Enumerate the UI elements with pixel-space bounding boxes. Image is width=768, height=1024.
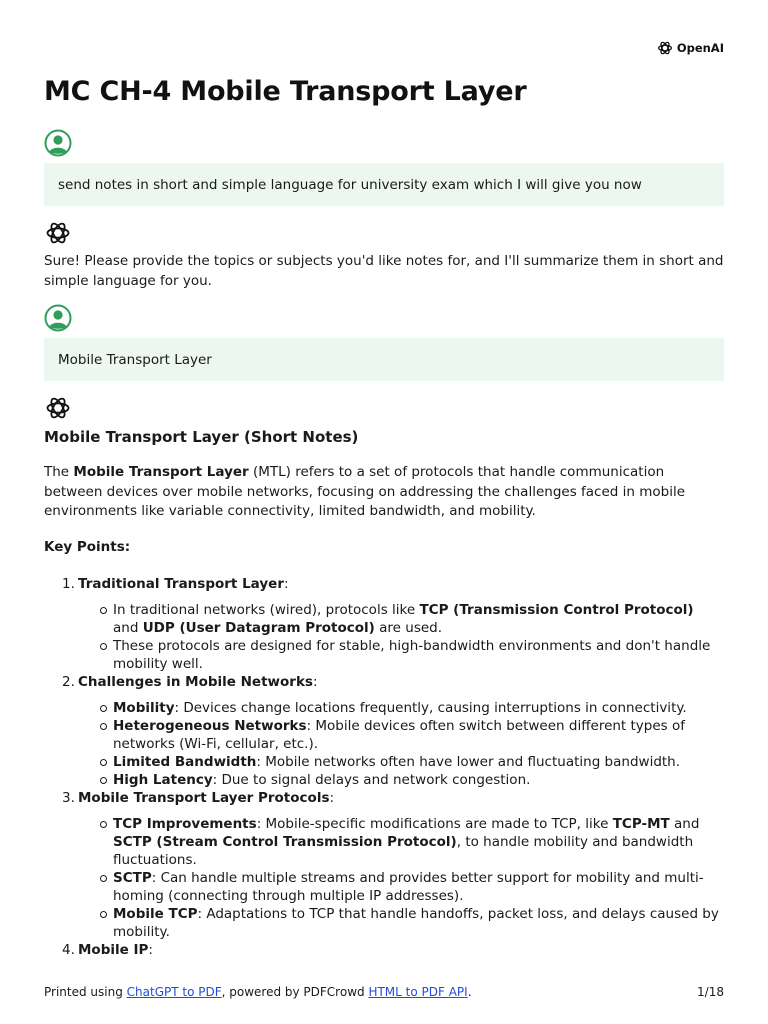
sub-list-item: Limited Bandwidth: Mobile networks often have lower and fluctuating bandwidth. xyxy=(78,753,724,771)
sub-list-item: High Latency: Due to signal delays and network congestion. xyxy=(78,771,724,789)
list-item: 1. Traditional Transport Layer: In traditional networks (wired), protocols like TCP (Transmission Control Protocol) and UDP (User Datagram Protocol) are used. These protocols are designed for stable, high-bandwidth environments and don't handle mobility well. xyxy=(44,575,724,673)
user-message-2 xyxy=(44,338,724,381)
footer: Printed using ChatGPT to PDF, powered by PDFCrowd HTML to PDF API. xyxy=(44,985,472,999)
brand-name: OpenAI xyxy=(676,41,724,55)
sub-list-item: SCTP: Can handle multiple streams and provides better support for mobility and multi-homing (connecting through multiple IP addresses). xyxy=(78,869,724,905)
openai-logo-icon xyxy=(657,40,673,56)
sub-list-item: In traditional networks (wired), protocols like TCP (Transmission Control Protocol) and UDP (User Datagram Protocol) are used. xyxy=(78,601,724,637)
chatgpt-to-pdf-link[interactable]: ChatGPT to PDF xyxy=(126,985,222,999)
user-message-1 xyxy=(44,163,724,206)
page-title: MC CH-4 Mobile Transport Layer xyxy=(44,76,527,107)
notes-heading: Mobile Transport Layer (Short Notes) xyxy=(44,428,359,446)
list-item: 2. Challenges in Mobile Networks: Mobility: Devices change locations frequently, causing interruptions in connectivity. Heterogeneous Networks: Mobile devices often switch between different types of networks (Wi-Fi, cellular, etc.). Limited Bandwidth: Mobile networks often have lower and fluctuating bandwidth. High Latency: Due to signal delays and network congestion. xyxy=(44,673,724,789)
html-to-pdf-api-link[interactable]: HTML to PDF API xyxy=(368,985,468,999)
sub-list-item: Mobility: Devices change locations frequently, causing interruptions in connectivity. xyxy=(78,699,724,717)
notes-intro: The Mobile Transport Layer (MTL) refers to a set of protocols that handle communication between devices over mobile networks, focusing on addressing the challenges faced in mobile environments like variable connectivity, limited bandwidth, and mobility. xyxy=(44,464,686,519)
sub-list-item: Heterogeneous Networks: Mobile devices often switch between different types of networks (Wi-Fi, cellular, etc.). xyxy=(78,717,724,753)
sub-list-item: These protocols are designed for stable, high-bandwidth environments and don't handle mobility well. xyxy=(78,637,724,673)
openai-brand xyxy=(657,40,724,56)
list-item: 4. Mobile IP: xyxy=(62,942,153,958)
user-message-text: Mobile Transport Layer xyxy=(58,351,212,368)
key-points-list xyxy=(44,575,724,959)
user-message-text: send notes in short and simple language for university exam which I will give you now xyxy=(58,176,642,193)
user-avatar-icon xyxy=(44,129,72,157)
sub-list-item: TCP Improvements: Mobile-specific modifications are made to TCP, like TCP-MT and SCTP (Stream Control Transmission Protocol), to handle mobility and bandwidth fluctuations. xyxy=(78,815,724,869)
page-number: 1/18 xyxy=(697,985,724,999)
chatgpt-logo-icon xyxy=(44,394,72,422)
user-avatar-icon xyxy=(44,304,72,332)
key-points-label: Key Points: xyxy=(44,539,131,555)
assistant-message-1: Sure! Please provide the topics or subjects you'd like notes for, and I'll summarize them in short and simple language for you. xyxy=(44,253,724,289)
list-item: 3. Mobile Transport Layer Protocols: TCP Improvements: Mobile-specific modifications are made to TCP, like TCP-MT and SCTP (Stream Control Transmission Protocol), to handle mobility and bandwidth fluctuations. SCTP: Can handle multiple streams and provides better support for mobility and multi-homing (connecting through multiple IP addresses). Mobile TCP: Adaptations to TCP that handle handoffs, packet loss, and delays caused by mobility. xyxy=(44,789,724,941)
chatgpt-logo-icon xyxy=(44,219,72,247)
sub-list-item: Mobile TCP: Adaptations to TCP that handle handoffs, packet loss, and delays caused by mobility. xyxy=(78,905,724,941)
